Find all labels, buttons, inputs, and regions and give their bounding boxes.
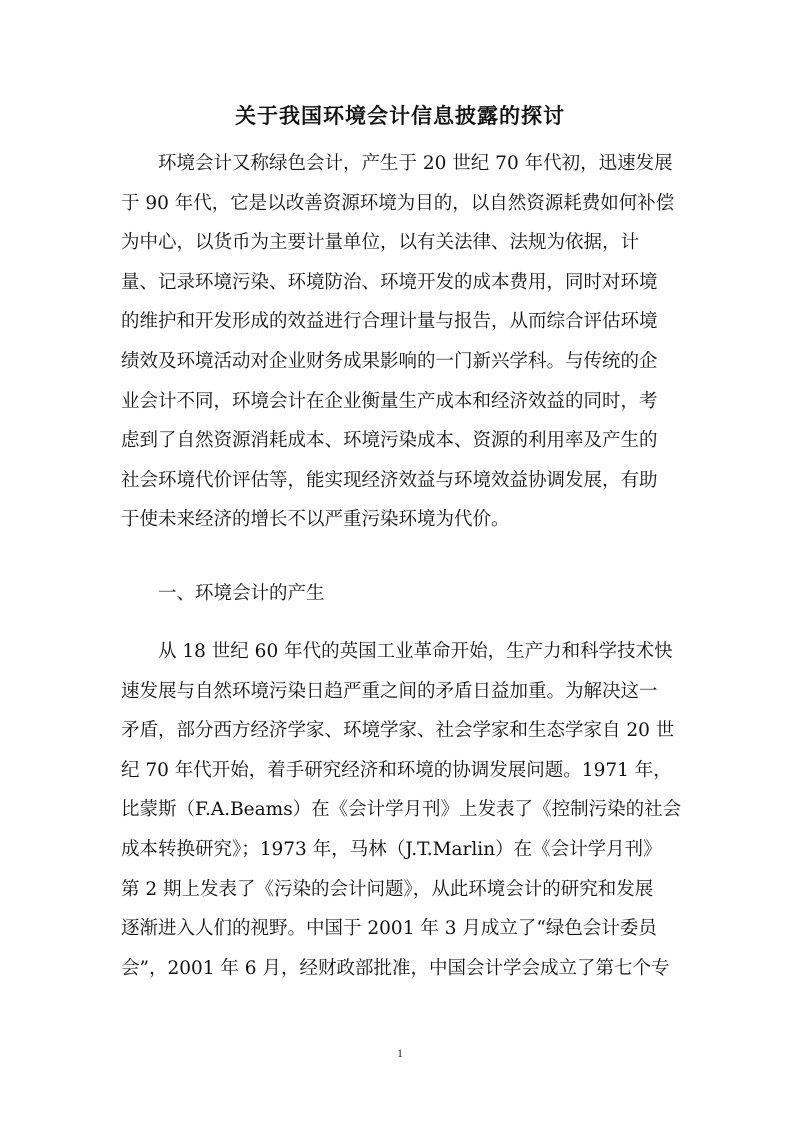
text-line: 虑到了自然资源消耗成本、环境污染成本、资源的利用率及产生的	[121, 430, 658, 452]
text-line: 从 18 世纪 60 年代的英国工业革命开始，生产力和科学技术快	[158, 641, 673, 662]
text-line: 比蒙斯（F.A.Beams）在《会计学月刊》上发表了《控制污染的社会	[121, 799, 682, 821]
text-line: 于使未来经济的增长不以严重污染环境为代价。	[121, 509, 510, 531]
text-line: 为中心，以货币为主要计量单位，以有关法律、法规为依据，计	[121, 232, 640, 254]
text-line: 绩效及环境活动对企业财务成果影响的一门新兴学科。与传统的企	[121, 350, 658, 372]
paragraph-origin	[121, 632, 681, 988]
text-line: 环境会计又称绿色会计，产生于 20 世纪 70 年代初，迅速发展	[158, 153, 673, 174]
text-line: 量、记录环境污染、环境防治、环境开发的成本费用，同时对环境	[121, 271, 658, 293]
section-heading: 一、环境会计的产生	[158, 583, 325, 604]
text-line: 矛盾，部分西方经济学家、环境学家、社会学家和生态学家自 20 世	[121, 720, 675, 742]
paragraph-intro	[121, 144, 681, 540]
text-line: 会”，2001 年 6 月，经财政部批准，中国会计学会成立了第七个专	[121, 957, 670, 979]
text-line: 逐渐进入人们的视野。中国于 2001 年 3 月成立了“绿色会计委员	[121, 918, 657, 940]
text-line: 纪 70 年代开始，着手研究经济和环境的协调发展问题。1971 年，	[121, 759, 672, 781]
page-number: 1	[397, 1046, 403, 1060]
document-title: 关于我国环境会计信息披露的探讨	[235, 104, 565, 128]
text-line: 第 2 期上发表了《污染的会计问题》，从此环境会计的研究和发展	[121, 878, 654, 900]
text-line: 业会计不同，环境会计在企业衡量生产成本和经济效益的同时，考	[121, 390, 658, 412]
text-line: 的维护和开发形成的效益进行合理计量与报告，从而综合评估环境	[121, 311, 658, 333]
text-line: 于 90 年代，它是以改善资源环境为目的，以自然资源耗费如何补偿	[121, 192, 675, 214]
text-line: 速发展与自然环境污染日趋严重之间的矛盾日益加重。为解决这一	[121, 680, 658, 702]
text-line: 成本转换研究》；1973 年，马林（J.T.Marlin）在《会计学月刊》	[121, 838, 662, 860]
text-line: 社会环境代价评估等，能实现经济效益与环境效益协调发展，有助	[121, 469, 658, 491]
